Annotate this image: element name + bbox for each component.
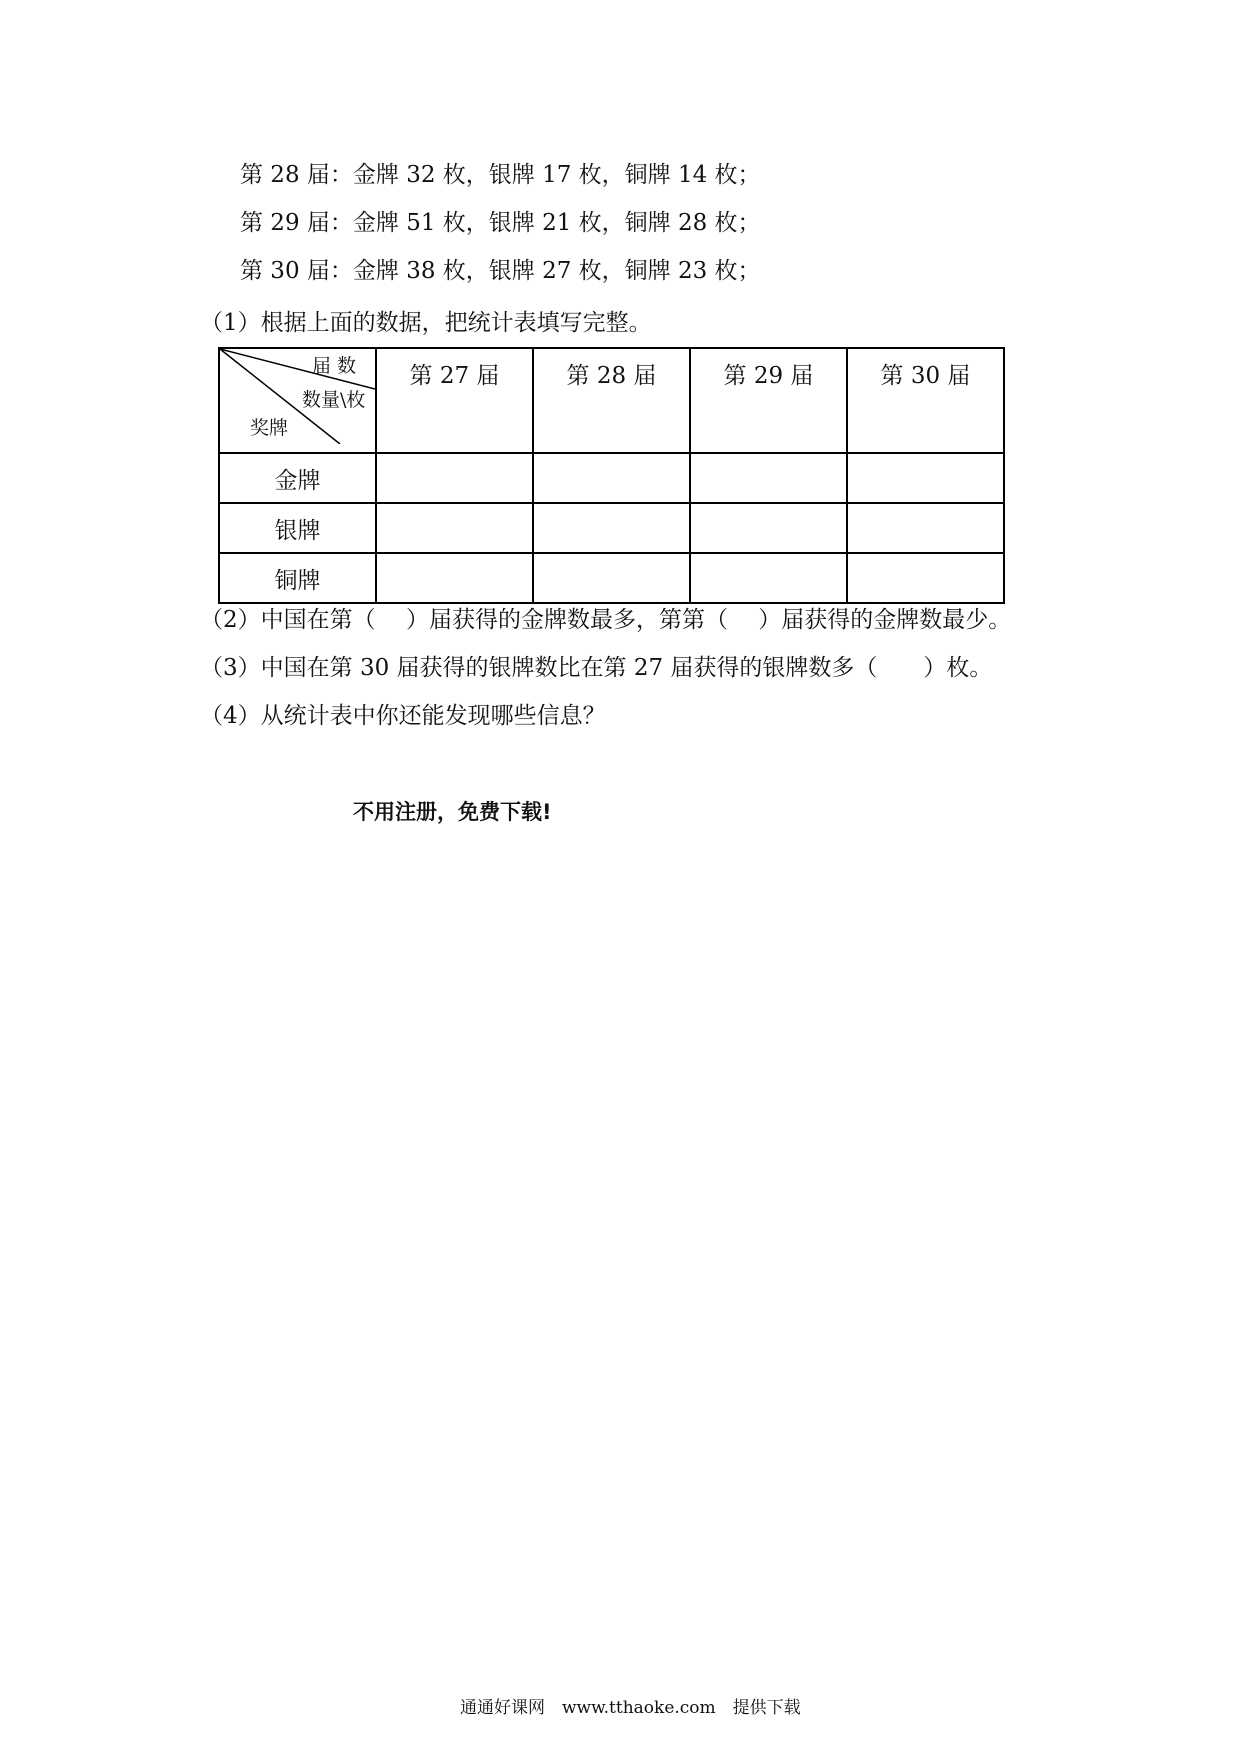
data-line-30: 第 30 届：金牌 38 枚，银牌 27 枚，铜牌 23 枚； [240, 258, 761, 284]
table-row-bronze [219, 553, 1004, 603]
page-footer: 通通好课网 www.tthaoke.com 提供下载 [460, 1698, 801, 1718]
corner-label-medal: 奖牌 [250, 417, 289, 439]
question-3: （3）中国在第 30 届获得的银牌数比在第 27 届获得的银牌数多（ ）枚。 [200, 655, 993, 681]
table-row-silver [219, 503, 1004, 553]
blank-cell[interactable] [847, 553, 1004, 603]
blank-cell[interactable] [690, 503, 847, 553]
question-2: （2）中国在第（ ）届获得的金牌数最多，第第（ ）届获得的金牌数最少。 [200, 607, 1012, 633]
blank-cell[interactable] [533, 453, 690, 503]
blank-cell[interactable] [376, 553, 533, 603]
column-header-29: 第 29 届 [690, 348, 847, 453]
column-header-28: 第 28 届 [533, 348, 690, 453]
question-4: （4）从统计表中你还能发现哪些信息？ [200, 703, 606, 729]
question-1: （1）根据上面的数据，把统计表填写完整。 [200, 310, 652, 336]
row-label-bronze: 铜牌 [219, 553, 376, 603]
data-line-28: 第 28 届：金牌 32 枚，银牌 17 枚，铜牌 14 枚； [240, 162, 761, 188]
corner-label-session: 届 数 [312, 355, 357, 377]
blank-cell[interactable] [847, 503, 1004, 553]
table-corner-cell [219, 348, 376, 453]
blank-cell[interactable] [847, 453, 1004, 503]
blank-cell[interactable] [690, 553, 847, 603]
corner-label-quantity: 数量\枚 [302, 389, 366, 411]
free-download-notice: 不用注册，免费下载! [353, 800, 552, 824]
column-header-27: 第 27 届 [376, 348, 533, 453]
table-header-row [219, 348, 1004, 453]
data-line-29: 第 29 届：金牌 51 枚，银牌 21 枚，铜牌 28 枚； [240, 210, 761, 236]
blank-cell[interactable] [533, 553, 690, 603]
blank-cell[interactable] [376, 503, 533, 553]
blank-cell[interactable] [533, 503, 690, 553]
table-row-gold [219, 453, 1004, 503]
medal-statistics-table [218, 347, 1005, 604]
column-header-30: 第 30 届 [847, 348, 1004, 453]
row-label-silver: 银牌 [219, 503, 376, 553]
row-label-gold: 金牌 [219, 453, 376, 503]
blank-cell[interactable] [376, 453, 533, 503]
blank-cell[interactable] [690, 453, 847, 503]
